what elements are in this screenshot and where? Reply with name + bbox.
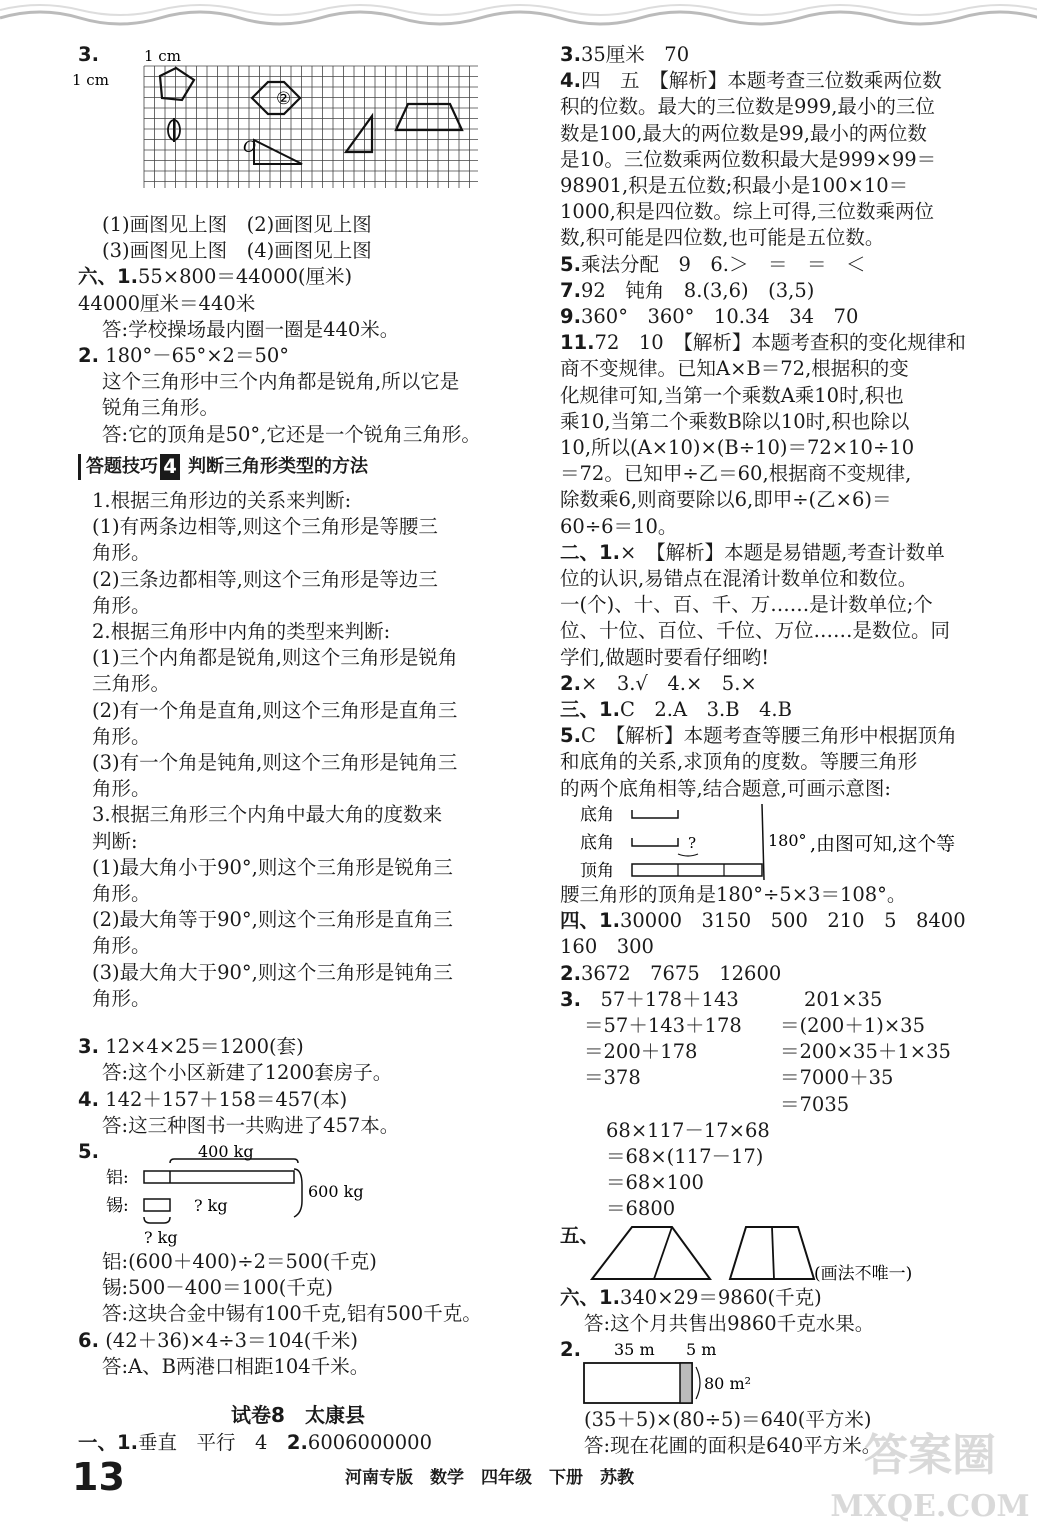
answer-line [560,514,1000,540]
answer-line [560,487,1000,513]
garden-diagram [560,1337,1000,1407]
tip-line: 角形。 [92,934,151,958]
answer-text: 位的认识,易错点在混淆计数单位和数位。 [560,567,918,591]
answer-line: (42＋36)×4÷3＝104(千米) [105,1328,358,1352]
tip-line: 角形。 [92,541,151,565]
answer-line: 答:这个小区新建了1200套房子。 [102,1061,393,1085]
question-number: 2. [286,1431,308,1455]
calc-line: ＝57＋143＋178 [584,1013,742,1037]
answer-text: 72 10 【解析】本题考查积的变化规律和 [594,331,966,355]
tip-line: 角形。 [92,777,151,801]
tip-line: (2)有一个角是直角,则这个三角形是直角三 [92,698,458,722]
answer-line: (3)画图见上图 (4)画图见上图 [102,239,372,263]
shape-label-2: ② [276,89,292,109]
right-triangle [346,116,372,152]
question-number: 5. [78,1139,99,1163]
answer-line [560,697,1000,723]
question-number: 2. [78,344,99,368]
question-3b [78,1034,518,1086]
scale-label-left: 1 cm [72,71,109,89]
answer-line [560,592,1000,618]
question-3-calc [560,987,1000,1223]
answer-text: 腰三角形的顶角是180°÷5×3＝108°。 [560,882,907,906]
question-number: 五、 [560,1223,600,1247]
calc-line: ＝(200＋1)×35 [780,1013,925,1037]
answer-text: 乘法分配 9 6.＞ ＝ ＝ ＜ [580,252,866,276]
answer-line [560,252,1000,278]
answer-line [560,435,1000,461]
calc-line: 201×35 [804,987,883,1011]
right-answers-b [560,882,1000,987]
tip-line: (2)三条边都相等,则这个三角形是等边三 [92,567,438,591]
calc-line: ＝68×100 [606,1171,704,1195]
drawing-note: (画法不唯一) [814,1263,913,1284]
answer-text: 35厘米 70 [580,43,690,66]
answer-line [560,540,1000,566]
answer-line: 答:现在花圃的面积是640平方米。 [584,1434,882,1458]
answer-line: 铝:(600＋400)÷2＝500(千克) [102,1249,377,1273]
answer-line: 答:这三种图书一共购进了457本。 [102,1113,400,1137]
answer-text: 10,所以(A×10)×(B÷10)＝72×10÷10 [560,436,915,460]
question-number: 2. [560,671,581,695]
top-decoration [0,0,1037,30]
answer-text: 3672 7675 12600 [580,961,782,985]
diagram-label-total: 600 kg [308,1181,364,1201]
question-number: 二、1. [560,540,620,564]
grid-figure [72,42,518,212]
tip-line: 角形。 [92,593,151,617]
point-o-label: O [243,137,257,156]
tip-line: (1)有两条边相等,则这个三角形是等腰三 [92,515,438,539]
calc-line: ＝7000＋35 [780,1066,894,1090]
extension-label: 5 m [686,1339,717,1359]
tip-label: 答题技巧 [78,454,158,480]
tip-line: 3.根据三角形三个内角中最大角的度数来 [92,803,443,827]
answer-line: 锐角三角形。 [102,396,220,420]
answer-line [560,618,1000,644]
right-column [560,42,1000,1459]
answer-text: 98901,积是五位数;积最小是100×10＝ [560,174,909,198]
row-label-al: 铝: [106,1167,129,1188]
answer-line [560,147,1000,173]
right-answers-a [560,42,1000,802]
answer-text: 是10。三位数乘两位数积最大是999×99＝ [560,147,937,171]
page-number: 13 [72,1455,125,1499]
calc-line: ＝378 [584,1066,641,1090]
answer-line [560,776,1000,802]
answer-line [560,42,1000,68]
diagram-label-mid: ? kg [194,1195,228,1215]
tip-number: 4 [160,454,180,480]
diagram-label-bottom: ? kg [144,1227,178,1247]
section-6-q2 [78,343,518,448]
question-number: 6. [78,1328,99,1352]
calc-line: ＝6800 [606,1197,676,1221]
svg-text:MXQE.COM: MXQE.COM [830,1489,1030,1524]
question-number: 四、1. [560,909,620,933]
svg-text:答案圈: 答案圈 [864,1430,996,1481]
answer-line: (35＋5)×(80÷5)＝640(平方米) [584,1407,872,1431]
answer-line: 142＋157＋158＝457(本) [105,1087,348,1111]
tip-line: 角形。 [92,986,151,1010]
calc-line: ＝200×35＋1×35 [780,1040,951,1064]
answer-text: 积的位数。最大的三位数是999,最小的三位 [560,95,935,119]
answer-text: 数是100,最大的两位数是99,最小的两位数 [560,121,927,145]
answer-line: 锡:500－400＝100(千克) [102,1276,333,1300]
tip-line: 2.根据三角形中内角的类型来判断: [92,620,391,644]
trapezoid-drawings [560,1223,1000,1285]
question-number: 7. [560,278,581,302]
answer-text: 的两个底角相等,结合题意,可画示意图: [560,776,891,800]
question-5b [78,1139,518,1249]
answer-line [560,934,1000,960]
question-number: 4. [560,69,581,93]
answer-text: 360° 360° 10.34 34 70 [580,305,859,329]
q3-answers [78,212,518,264]
answer-line: 55×800＝44000(厘米) [137,265,353,289]
answer-line [560,383,1000,409]
answer-line [560,409,1000,435]
answer-line [560,199,1000,225]
area-label: 80 m² [704,1373,752,1393]
answer-text: 乘10,当第二个乘数B除以10时,积也除以 [560,409,910,433]
answer-line [560,68,1000,94]
question-number: 六、1. [78,265,138,289]
question-5-shapes [560,1223,1000,1285]
answer-text: 92 钝角 8.(3,6) (3,5) [580,278,815,302]
question-6b [78,1328,518,1380]
answer-line [560,671,1000,697]
answer-text: 30000 3150 500 210 5 8400 [619,909,966,933]
question-number: 5. [560,252,581,276]
question-number: 2. [560,961,581,985]
length-label: 35 m [614,1339,655,1359]
tip-title: 判断三角形类型的方法 [188,455,368,477]
question-number: 一、1. [78,1431,138,1455]
angle-bar-diagram [560,802,1000,882]
answer-line [560,173,1000,199]
answer-text: ＝72。已知甲÷乙＝60,根据商不变规律, [560,462,912,486]
question-number: 六、1. [560,1285,620,1309]
tip-line: 角形。 [92,882,151,906]
answer-line [560,908,1000,934]
row-label-base2: 底角 [580,832,614,853]
tip-line: (1)三个内角都是锐角,则这个三角形是锐角 [92,646,458,670]
answer-line: 答:学校操场最内圈一圈是440米。 [102,317,400,341]
question-number: 9. [560,305,581,329]
answer-text: 60÷6＝10。 [560,514,678,538]
scale-label-top: 1 cm [144,47,181,65]
tip-line: 三角形。 [92,672,171,696]
calc-line: ＝68×(117－17) [606,1144,764,1168]
question-number: 3. [78,1035,99,1059]
calc-line: 68×117－17×68 [606,1118,770,1142]
row-label-vertex: 顶角 [580,860,614,881]
section-6-q1 [78,264,518,343]
answer-line [560,461,1000,487]
calc-line: ＝200＋178 [584,1040,698,1064]
question-mark: ? [688,833,697,852]
question-number: 11. [560,331,595,355]
answer-line: 340×29＝9860(千克) [619,1285,822,1309]
answer-line [560,304,1000,330]
question-number: 5. [560,724,581,748]
answer-line: ,由图可知,这个等 [810,832,956,855]
answer-line: 44000厘米＝440米 [78,291,256,315]
answer-line [560,749,1000,775]
question-number: 3. [560,43,581,66]
section-q1 [78,1430,518,1456]
answer-line [560,94,1000,120]
tip-header [78,454,518,480]
tip-line: 判断: [92,829,138,853]
calc-line: ＝7035 [780,1092,850,1116]
calc-line: 57＋178＋143 [600,987,739,1011]
q5b-answers [78,1249,518,1328]
answer-text: 学们,做题时要看仔细哟! [560,645,770,669]
answer-line [560,961,1000,987]
tip-content [78,488,518,1012]
answer-text: 和底角的关系,求顶角的度数。等腰三角形 [560,750,918,774]
row-label-base1: 底角 [580,804,614,825]
tip-line: (2)最大角等于90°,则这个三角形是直角三 [92,908,453,932]
answer-line: (1)画图见上图 (2)画图见上图 [102,213,372,236]
answer-text: 除数乘6,则商要除以6,即甲÷(乙×6)＝ [560,488,892,512]
tip-line: (1)最大角小于90°,则这个三角形是锐角三 [92,855,453,879]
total-angle: 180° [768,830,807,850]
question-6-2-garden [560,1337,1000,1407]
section-title: 试卷8 太康县 [231,1402,365,1427]
question-number: 3. [560,987,581,1011]
alloy-diagram [98,1139,428,1249]
answer-line: 答:它的顶角是50°,它还是一个锐角三角形。 [102,422,481,446]
book-info: 河南专版 数学 四年级 下册 苏教 [345,1468,634,1488]
diagram-label-top: 400 kg [198,1141,254,1161]
answer-text: 160 300 [560,935,654,959]
answer-line [560,121,1000,147]
question-number: 三、1. [560,698,620,722]
answer-line [560,645,1000,671]
tip-line: (3)最大角大于90°,则这个三角形是钝角三 [92,960,453,984]
answer-line: 180°－65°×2＝50° [105,344,290,368]
tip-line: (3)有一个角是钝角,则这个三角形是钝角三 [92,751,458,775]
question-3-grid: 3. 1 cm 1 cm ② O [78,42,518,212]
answer-text: × 【解析】本题是易错题,考查计数单 [619,540,945,564]
angle-diagram [560,802,1000,882]
answer-text: 1000,积是四位数。综上可得,三位数乘两位 [560,200,935,224]
left-column [72,42,518,1456]
answer-text: 数,积可能是四位数,也可能是五位数。 [560,226,885,250]
answer-line [560,356,1000,382]
answer-line: 12×4×25＝1200(套) [105,1035,304,1059]
question-4b [78,1087,518,1139]
answer-line [560,566,1000,592]
answer-line: 答:这个月共售出9860千克水果。 [584,1311,875,1335]
site-watermark [830,1418,1030,1528]
answer-text: 化规律可知,当第一个乘数A乘10时,积也 [560,383,904,407]
tip-line: 角形。 [92,724,151,748]
tip-line: 1.根据三角形边的关系来判断: [92,489,352,513]
answer-line [560,225,1000,251]
section-6-q1-right [560,1285,1000,1337]
answer-text: 位、十位、百位、千位、万位……是数位。同 [560,619,951,643]
answer-line: 这个三角形中三个内角都是锐角,所以它是 [102,370,460,394]
row-label-sn: 锡: [106,1195,129,1216]
question-number: 4. [78,1087,99,1111]
answer-text: C 【解析】本题考查等腰三角形中根据顶角 [580,724,957,748]
answer-text: 四 五 【解析】本题考查三位数乘两位数 [580,69,942,93]
answer-text: 一(个)、十、百、千、万……是计数单位;个 [560,593,933,617]
answer-line [560,723,1000,749]
answer-line: 垂直 平行 4 [137,1431,268,1455]
question-number: 2. [560,1337,581,1361]
answer-line [560,882,1000,908]
trapezoid-1 [592,1227,710,1279]
answer-line [560,278,1000,304]
answer-text: × 3.√ 4.× 5.× [580,671,757,695]
answer-line: 答:A、B两港口相距104千米。 [102,1354,370,1378]
answer-line: 6006000000 [307,1431,432,1455]
answer-text: C 2.A 3.B 4.B [619,698,792,722]
answer-line: 答:这块合金中锡有100千克,铝有500千克。 [102,1302,482,1326]
answer-text: 商不变规律。已知A×B＝72,根据积的变 [560,357,909,381]
answer-line [560,330,1000,356]
